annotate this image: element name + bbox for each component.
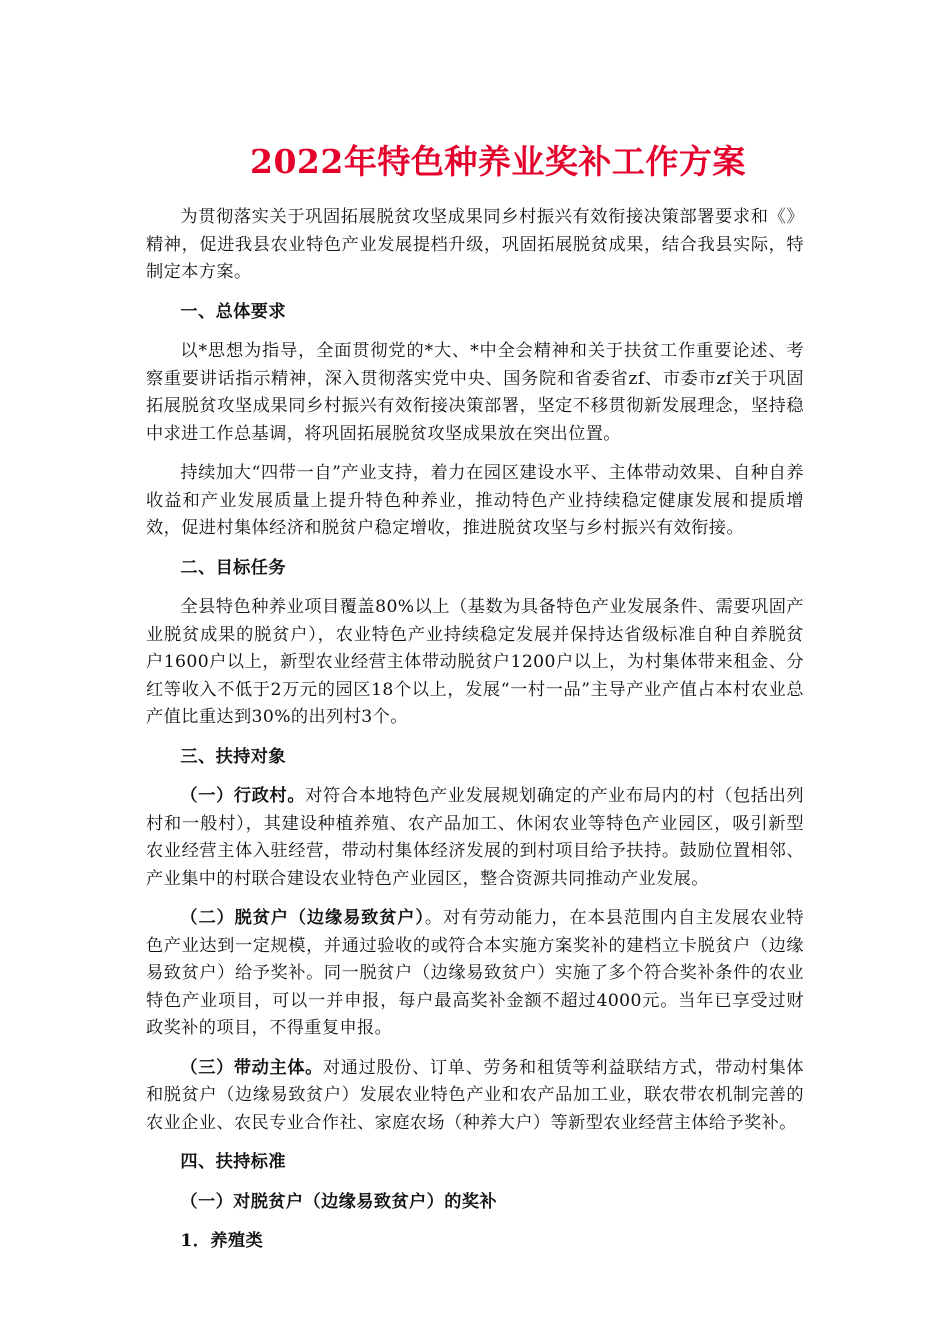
section-heading-targets: 三、扶持对象 [180, 746, 286, 767]
target-item-village-text: 对符合本地特色产业发展规划确定的产业布局内的村（包括出列村和一般村），其建设种植养殖、农产品加工、休闲农业等特色产业园区，吸引新型农业经营主体入驻经营，带动村集体经济发展的到村项目给予扶持。鼓励位置相邻、产业集中的村联合建设农业特色产业园区，整合资源共同推动产业发展。 [146, 786, 805, 889]
section-heading-standards: 四、扶持标准 [180, 1152, 286, 1172]
goals-paragraph: 全县特色种养业项目覆盖80%以上（基数为具备特色产业发展条件、需要巩固产业脱贫成果的脱贫户），农业特色产业持续稳定发展并保持达省级标准自种自养脱贫户1600户以上，新型农业经营主体带动脱贫户1200户以上，为村集体带来租金、分红等收入不低于2万元的园区18个以上，发展“一村一品”主导产业产值占本村农业总产值比重达到30%的出列村3个。 [146, 597, 804, 727]
overall-paragraph-2: 持续加大“四带一自”产业支持，着力在园区建设水平、主体带动效果、自种自养收益和产业发展质量上提升特色种养业，推动特色产业持续稳定健康发展和提质增效，促进村集体经济和脱贫户稳定增收，推进脱贫攻坚与乡村振兴有效衔接。 [146, 463, 804, 538]
intro-paragraph: 为贯彻落实关于巩固拓展脱贫攻坚成果同乡村振兴有效衔接决策部署要求和《》精神，促进我县农业特色产业发展提档升级，巩固拓展脱贫成果，结合我县实际，特制定本方案。 [146, 207, 804, 282]
target-item-village-lead: （一）行政村。 [180, 786, 306, 806]
section-heading-overall: 一、总体要求 [180, 301, 286, 322]
target-item-households-lead: （二）脱贫户（边缘易致贫户） [180, 908, 425, 928]
document-title: 2022年特色种养业奖补工作方案 [250, 142, 746, 181]
target-item-village [146, 783, 804, 893]
standards-item-breeding: 1．养殖类 [180, 1231, 264, 1251]
target-item-households-text: 。对有劳动能力，在本县范围内自主发展农业特色产业达到一定规模，并通过验收的或符合本实施方案奖补的建档立卡脱贫户（边缘易致贫户）给予奖补。同一脱贫户（边缘易致贫户）实施了多个符合奖补条件的农业特色产业项目，可以一并申报，每户最高奖补金额不超过4000元。当年已享受过财政奖补的项目，不得重复申报。 [146, 908, 804, 1038]
target-item-households [146, 905, 804, 1043]
overall-paragraph-1: 以*思想为指导，全面贯彻党的*大、*中全会精神和关于扶贫工作重要论述、考察重要讲话指示精神，深入贯彻落实党中央、国务院和省委省zf、市委市zf关于巩固拓展脱贫攻坚成果同乡村振兴有效衔接决策部署，坚定不移贯彻新发展理念，坚持稳中求进工作总基调，将巩固拓展脱贫攻坚成果放在突出位置。 [146, 341, 804, 444]
target-item-entities-text: 对通过股份、订单、劳务和租赁等利益联结方式，带动村集体和脱贫户（边缘易致贫户）发展农业特色产业和农产品加工业，联农带农机制完善的农业企业、农民专业合作社、家庭农场（种养大户）等新型农业经营主体给予奖补。 [146, 1057, 804, 1133]
target-item-entities-lead: （三）带动主体。 [180, 1057, 323, 1078]
section-heading-goals: 二、目标任务 [180, 557, 286, 578]
standards-subheading-households: （一）对脱贫户（边缘易致贫户）的奖补 [180, 1191, 497, 1212]
target-item-entities [146, 1055, 804, 1138]
